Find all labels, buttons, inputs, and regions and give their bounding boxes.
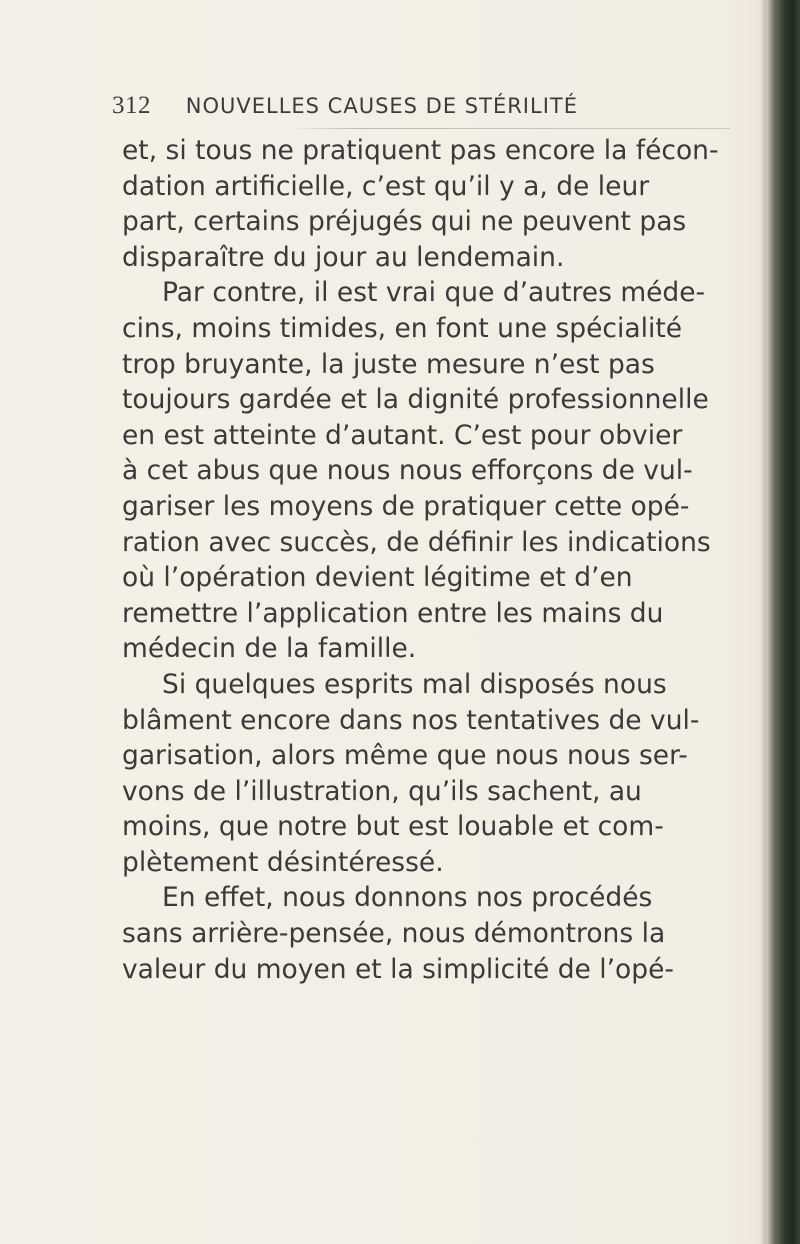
page-number: 312 (112, 92, 151, 119)
text-line: ration avec succès, de définir les indications (122, 526, 711, 558)
text-line: blâment encore dans nos tentatives de vul- (122, 704, 700, 736)
text-line: valeur du moyen et la simplicité de l’opé- (122, 953, 674, 985)
text-line: disparaître du jour au lendemain. (122, 241, 565, 273)
text-line: en est atteinte d’autant. C’est pour obvier (122, 419, 683, 451)
text-line: remettre l’application entre les mains du (122, 597, 664, 629)
text-line: dation artificielle, c’est qu’il y a, de leur (122, 170, 650, 202)
text-line: part, certains préjugés qui ne peuvent pas (122, 206, 687, 238)
text-line: plètement désintéressé. (122, 846, 444, 878)
text-line: moins, que notre but est louable et com- (122, 811, 664, 843)
text-line: toujours gardée et la dignité professionnelle (122, 384, 709, 416)
text-line: à cet abus que nous nous efforçons de vul- (122, 455, 693, 487)
running-title: NOUVELLES CAUSES DE STÉRILITÉ (185, 94, 578, 118)
text-line: trop bruyante, la juste mesure n’est pas (122, 348, 655, 380)
running-head (112, 92, 712, 132)
text-line: En effet, nous donnons nos procédés (162, 882, 653, 914)
book-spine (766, 0, 800, 1244)
text-line: Si quelques esprits mal disposés nous (162, 668, 667, 700)
text-line: médecin de la famille. (122, 633, 417, 665)
text-line: Par contre, il est vrai que d’autres méde- (162, 277, 706, 309)
text-line: sans arrière-pensée, nous démontrons la (122, 918, 666, 950)
text-line: cins, moins timides, en font une spécialité (122, 312, 683, 344)
body-text (122, 133, 742, 987)
text-line: gariser les moyens de pratiquer cette opé- (122, 490, 690, 522)
text-line: où l’opération devient légitime et d’en (122, 562, 633, 594)
text-line: et, si tous ne pratiquent pas encore la fécon- (122, 135, 719, 166)
header-rule (290, 128, 730, 129)
text-line: garisation, alors même que nous nous ser- (122, 740, 688, 772)
text-line: vons de l’illustration, qu’ils sachent, au (122, 775, 642, 807)
